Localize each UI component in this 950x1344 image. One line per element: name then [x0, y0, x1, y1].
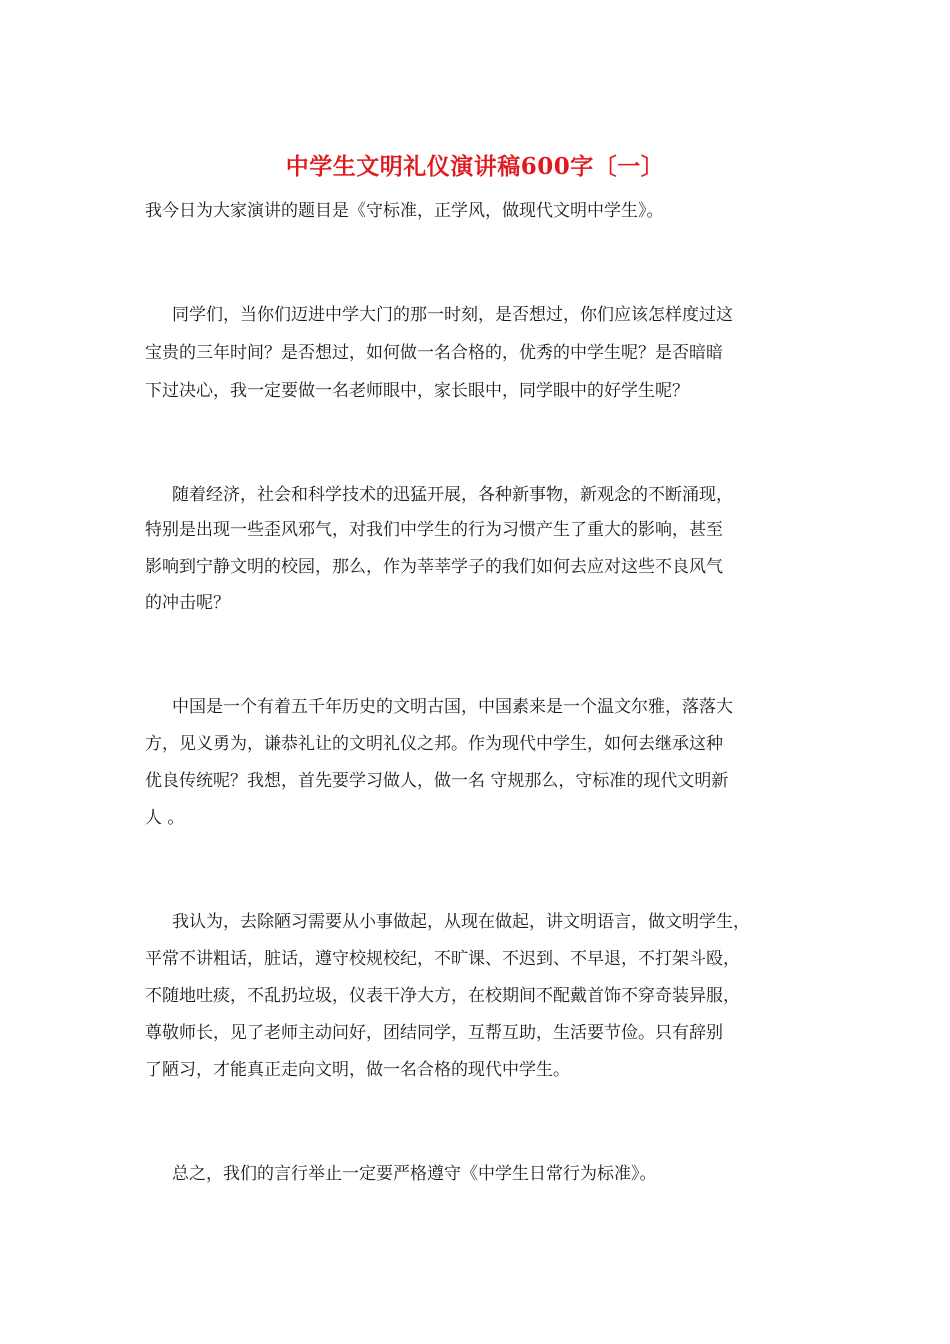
paragraph-4-line-3: 不随地吐痰，不乱扔垃圾，仪表干净大方，在校期间不配戴首饰不穿奇装异服，: [145, 986, 740, 1006]
paragraph-4-line-1: 我认为，去除陋习需要从小事做起，从现在做起，讲文明语言，做文明学生，: [172, 912, 750, 932]
paragraph-3-line-1: 中国是一个有着五千年历史的文明古国，中国素来是一个温文尔雅，落落大: [172, 697, 733, 717]
paragraph-4-line-2: 平常不讲粗话，脏话，遵守校规校纪，不旷课、不迟到、不早退，不打架斗殴，: [145, 949, 740, 969]
paragraph-5-line-1: 总之，我们的言行举止一定要严格遵守《中学生日常行为标准》。: [172, 1164, 657, 1184]
paragraph-2-line-3: 影响到宁静文明的校园，那么，作为莘莘学子的我们如何去应对这些不良风气: [145, 557, 723, 577]
paragraph-3-line-3: 优良传统呢？我想，首先要学习做人，做一名 守规那么，守标准的现代文明新: [145, 771, 729, 791]
document-title: 中学生文明礼仪演讲稿600字〔一〕: [285, 153, 665, 180]
paragraph-2-line-2: 特别是出现一些歪风邪气，对我们中学生的行为习惯产生了重大的影响，甚至: [145, 520, 723, 540]
paragraph-4-line-5: 了陋习，才能真正走向文明，做一名合格的现代中学生。: [145, 1060, 570, 1080]
paragraph-3-line-4: 人 。: [145, 808, 185, 828]
paragraph-1-line-1: 同学们，当你们迈进中学大门的那一时刻，是否想过，你们应该怎样度过这: [172, 305, 733, 325]
paragraph-3-line-2: 方，见义勇为，谦恭礼让的文明礼仪之邦。作为现代中学生，如何去继承这种: [145, 734, 723, 754]
paragraph-1-line-3: 下过决心，我一定要做一名老师眼中，家长眼中，同学眼中的好学生呢？: [145, 381, 689, 401]
intro-line: 我今日为大家演讲的题目是《守标准，正学风，做现代文明中学生》。: [145, 201, 664, 221]
paragraph-2-line-1: 随着经济，社会和科学技术的迅猛开展，各种新事物，新观念的不断涌现，: [172, 485, 733, 505]
paragraph-1-line-2: 宝贵的三年时间？是否想过，如何做一名合格的，优秀的中学生呢？是否暗暗: [145, 343, 723, 363]
paragraph-4-line-4: 尊敬师长，见了老师主动问好，团结同学，互帮互助，生活要节俭。只有辞别: [145, 1023, 723, 1043]
paragraph-2-line-4: 的冲击呢？: [145, 593, 230, 613]
